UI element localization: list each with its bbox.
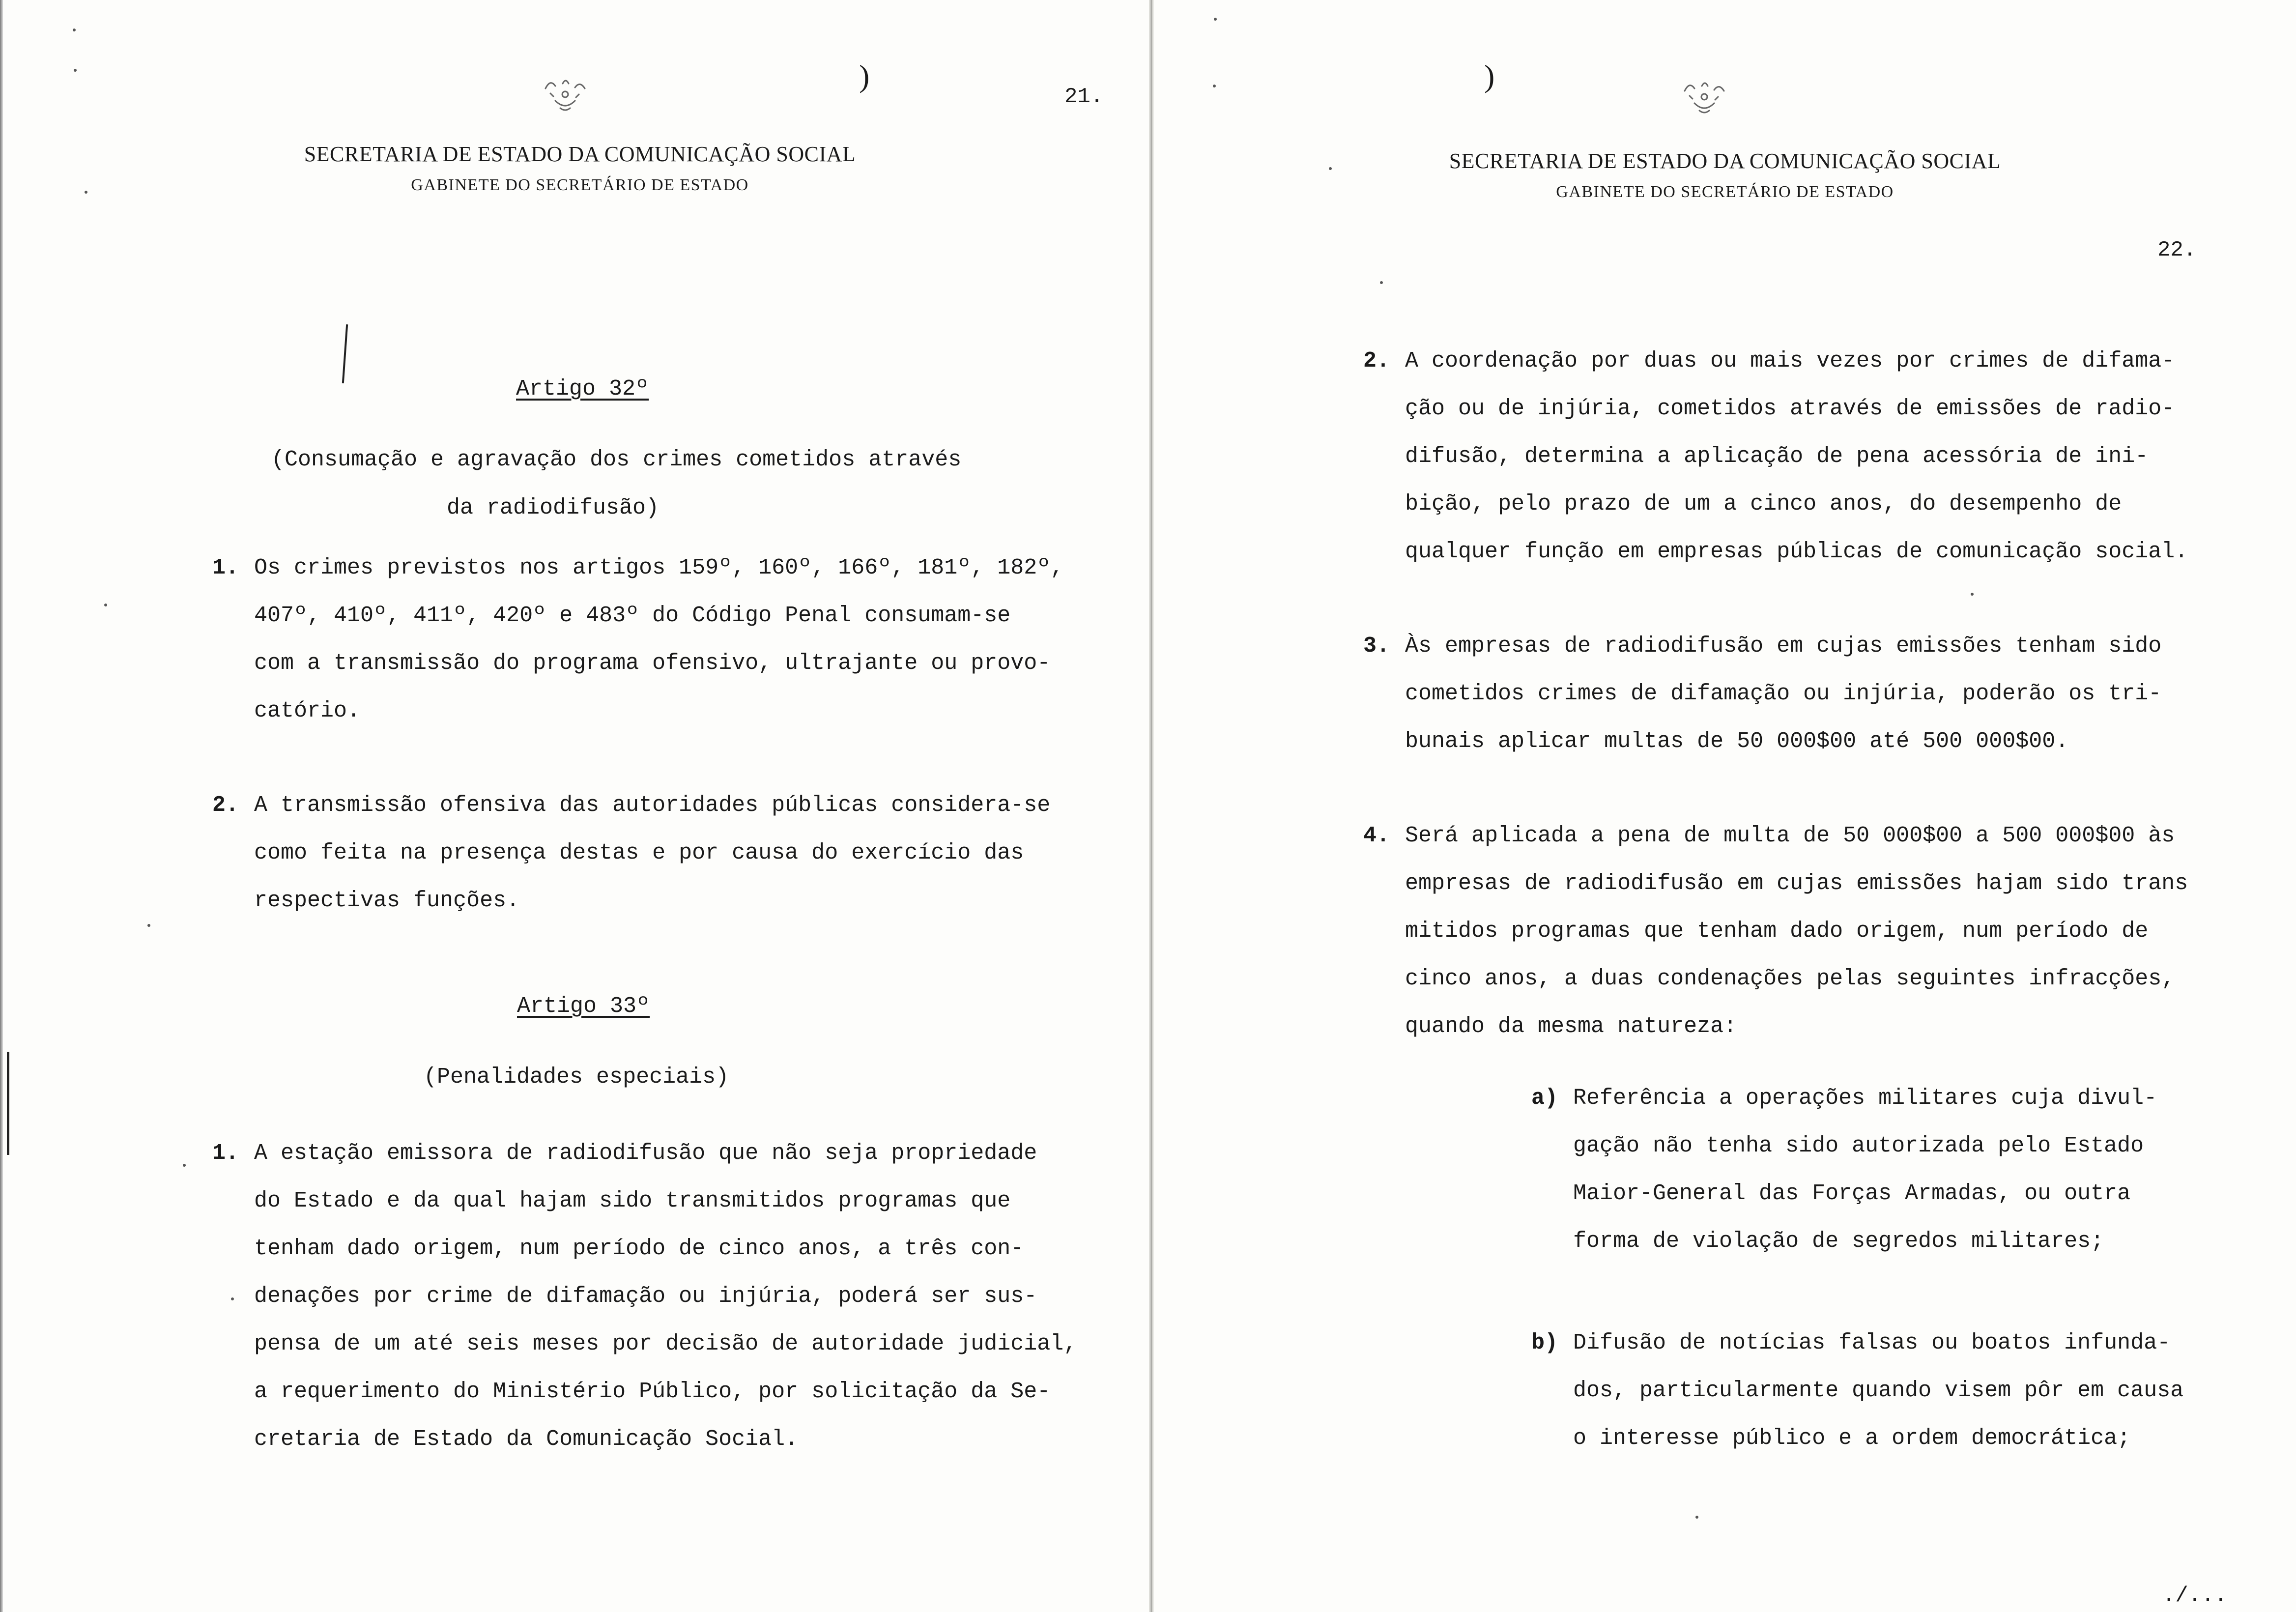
item-line: A estação emissora de radiodifusão que não seja propriedade <box>254 1141 1037 1166</box>
item-line: Às empresas de radiodifusão em cujas emissões tenham sido <box>1405 633 2162 659</box>
speck <box>1214 18 1217 21</box>
article-33-subtitle: (Penalidades especiais) <box>424 1065 729 1090</box>
pen-mark <box>342 324 348 383</box>
item-line: qualquer função em empresas públicas de comunicação social. <box>1405 539 2188 564</box>
binding-mark <box>7 1052 9 1155</box>
item-number: 1. <box>212 555 239 580</box>
item-line: A coordenação por duas ou mais vezes por crimes de difama- <box>1405 348 2175 374</box>
speck <box>104 604 107 606</box>
speck <box>1971 593 1974 596</box>
article-32-heading: Artigo 32º <box>516 376 649 402</box>
item-line: o interesse público e a ordem democrática; <box>1573 1426 2131 1451</box>
item-line: quando da mesma natureza: <box>1405 1014 1737 1039</box>
article-32-item-2 <box>212 781 1146 924</box>
item-line: com a transmissão do programa ofensivo, ultrajante ou provo- <box>254 651 1051 676</box>
item-line: a requerimento do Ministério Público, por solicitação da Se- <box>254 1379 1051 1404</box>
page-number: 21. <box>1064 85 1104 109</box>
right-page <box>1155 0 2296 1612</box>
item-line: respectivas funções. <box>254 888 520 913</box>
speck <box>73 29 76 31</box>
article-33-item-1 <box>212 1129 1146 1463</box>
item-line: ção ou de injúria, cometidos através de emissões de radio- <box>1405 396 2175 421</box>
item-line: A transmissão ofensiva das autoridades públicas considera-se <box>254 793 1051 818</box>
item-line: Maior-General das Forças Armadas, ou outra <box>1573 1181 2131 1206</box>
subitem-b <box>1531 1319 2278 1462</box>
item-4 <box>1363 812 2292 1050</box>
item-line: gação não tenha sido autorizada pelo Estado <box>1573 1133 2144 1158</box>
item-line: pensa de um até seis meses por decisão de autoridade judicial, <box>254 1331 1077 1356</box>
article-32-heading-wrap <box>516 376 649 402</box>
subitem-a <box>1531 1074 2268 1265</box>
item-line: do Estado e da qual hajam sido transmitidos programas que <box>254 1188 1011 1213</box>
subitem-letter: b) <box>1531 1330 1558 1355</box>
item-line: empresas de radiodifusão em cujas emissões hajam sido trans <box>1405 871 2188 896</box>
item-line: Difusão de notícias falsas ou boatos infunda- <box>1573 1330 2171 1355</box>
item-line: cretaria de Estado da Comunicação Social. <box>254 1427 799 1452</box>
paren-mark: ) <box>859 58 870 93</box>
item-line: cinco anos, a duas condenações pelas seguintes infracções, <box>1405 966 2175 991</box>
item-line: forma de violação de segredos militares; <box>1573 1229 2104 1254</box>
item-line: denações por crime de difamação ou injúria, poderá ser sus- <box>254 1284 1037 1309</box>
subitem-letter: a) <box>1531 1086 1558 1111</box>
speck <box>1380 281 1383 284</box>
item-line: cometidos crimes de difamação ou injúria, poderão os tri- <box>1405 681 2162 706</box>
speck <box>1695 1516 1698 1519</box>
item-number: 4. <box>1363 823 1390 848</box>
item-line: tenham dado origem, num período de cinco anos, a três con- <box>254 1236 1024 1261</box>
item-number: 2. <box>1363 348 1390 374</box>
speck <box>147 924 150 927</box>
item-3 <box>1363 622 2292 765</box>
speck <box>1329 167 1332 170</box>
article-33-heading-wrap <box>517 994 650 1019</box>
header-title: SECRETARIA DE ESTADO DA COMUNICAÇÃO SOCIAL <box>1449 149 2001 173</box>
article-32-subtitle-line-2: da radiodifusão) <box>447 495 660 520</box>
header-subtitle: GABINETE DO SECRETÁRIO DE ESTADO <box>1556 183 1894 201</box>
article-32-subtitle-line-1: (Consumação e agravação dos crimes cometidos através <box>271 447 962 472</box>
item-line: bição, pelo prazo de um a cinco anos, do desempenho de <box>1405 491 2122 517</box>
speck <box>74 69 77 72</box>
item-line: bunais aplicar multas de 50 000$00 até 500 000$00. <box>1405 729 2069 754</box>
item-line: dos, particularmente quando visem pôr em causa <box>1573 1378 2184 1403</box>
item-number: 3. <box>1363 633 1390 659</box>
item-line: mitidos programas que tenham dado origem, num período de <box>1405 919 2149 944</box>
item-line: difusão, determina a aplicação de pena acessória de ini- <box>1405 444 2149 469</box>
article-33-heading: Artigo 33º <box>517 994 650 1019</box>
item-line: 407º, 410º, 411º, 420º e 483º do Código Penal consumam-se <box>254 603 1011 628</box>
item-2 <box>1363 337 2292 576</box>
paren-mark: ) <box>1484 58 1495 93</box>
item-line: catório. <box>254 698 361 723</box>
header-subtitle: GABINETE DO SECRETÁRIO DE ESTADO <box>411 176 749 194</box>
speck <box>1213 85 1216 87</box>
speck <box>85 191 87 194</box>
item-line: como feita na presença destas e por causa do exercício das <box>254 840 1024 865</box>
coat-of-arms-seal-icon <box>1675 76 1734 120</box>
continuation-mark: ./... <box>2162 1583 2228 1608</box>
header-title: SECRETARIA DE ESTADO DA COMUNICAÇÃO SOCIAL <box>304 142 856 166</box>
item-line: Será aplicada a pena de multa de 50 000$00 a 500 000$00 às <box>1405 823 2175 848</box>
item-number: 2. <box>212 793 239 818</box>
speck <box>183 1164 186 1167</box>
speck <box>231 1297 234 1300</box>
item-number: 1. <box>212 1141 239 1166</box>
page-number: 22. <box>2157 238 2197 262</box>
coat-of-arms-seal-icon <box>536 74 595 118</box>
item-line: Os crimes previstos nos artigos 159º, 160º, 166º, 181º, 182º, <box>254 555 1064 580</box>
article-32-item-1 <box>212 544 1146 735</box>
item-line: Referência a operações militares cuja divul- <box>1573 1086 2157 1111</box>
